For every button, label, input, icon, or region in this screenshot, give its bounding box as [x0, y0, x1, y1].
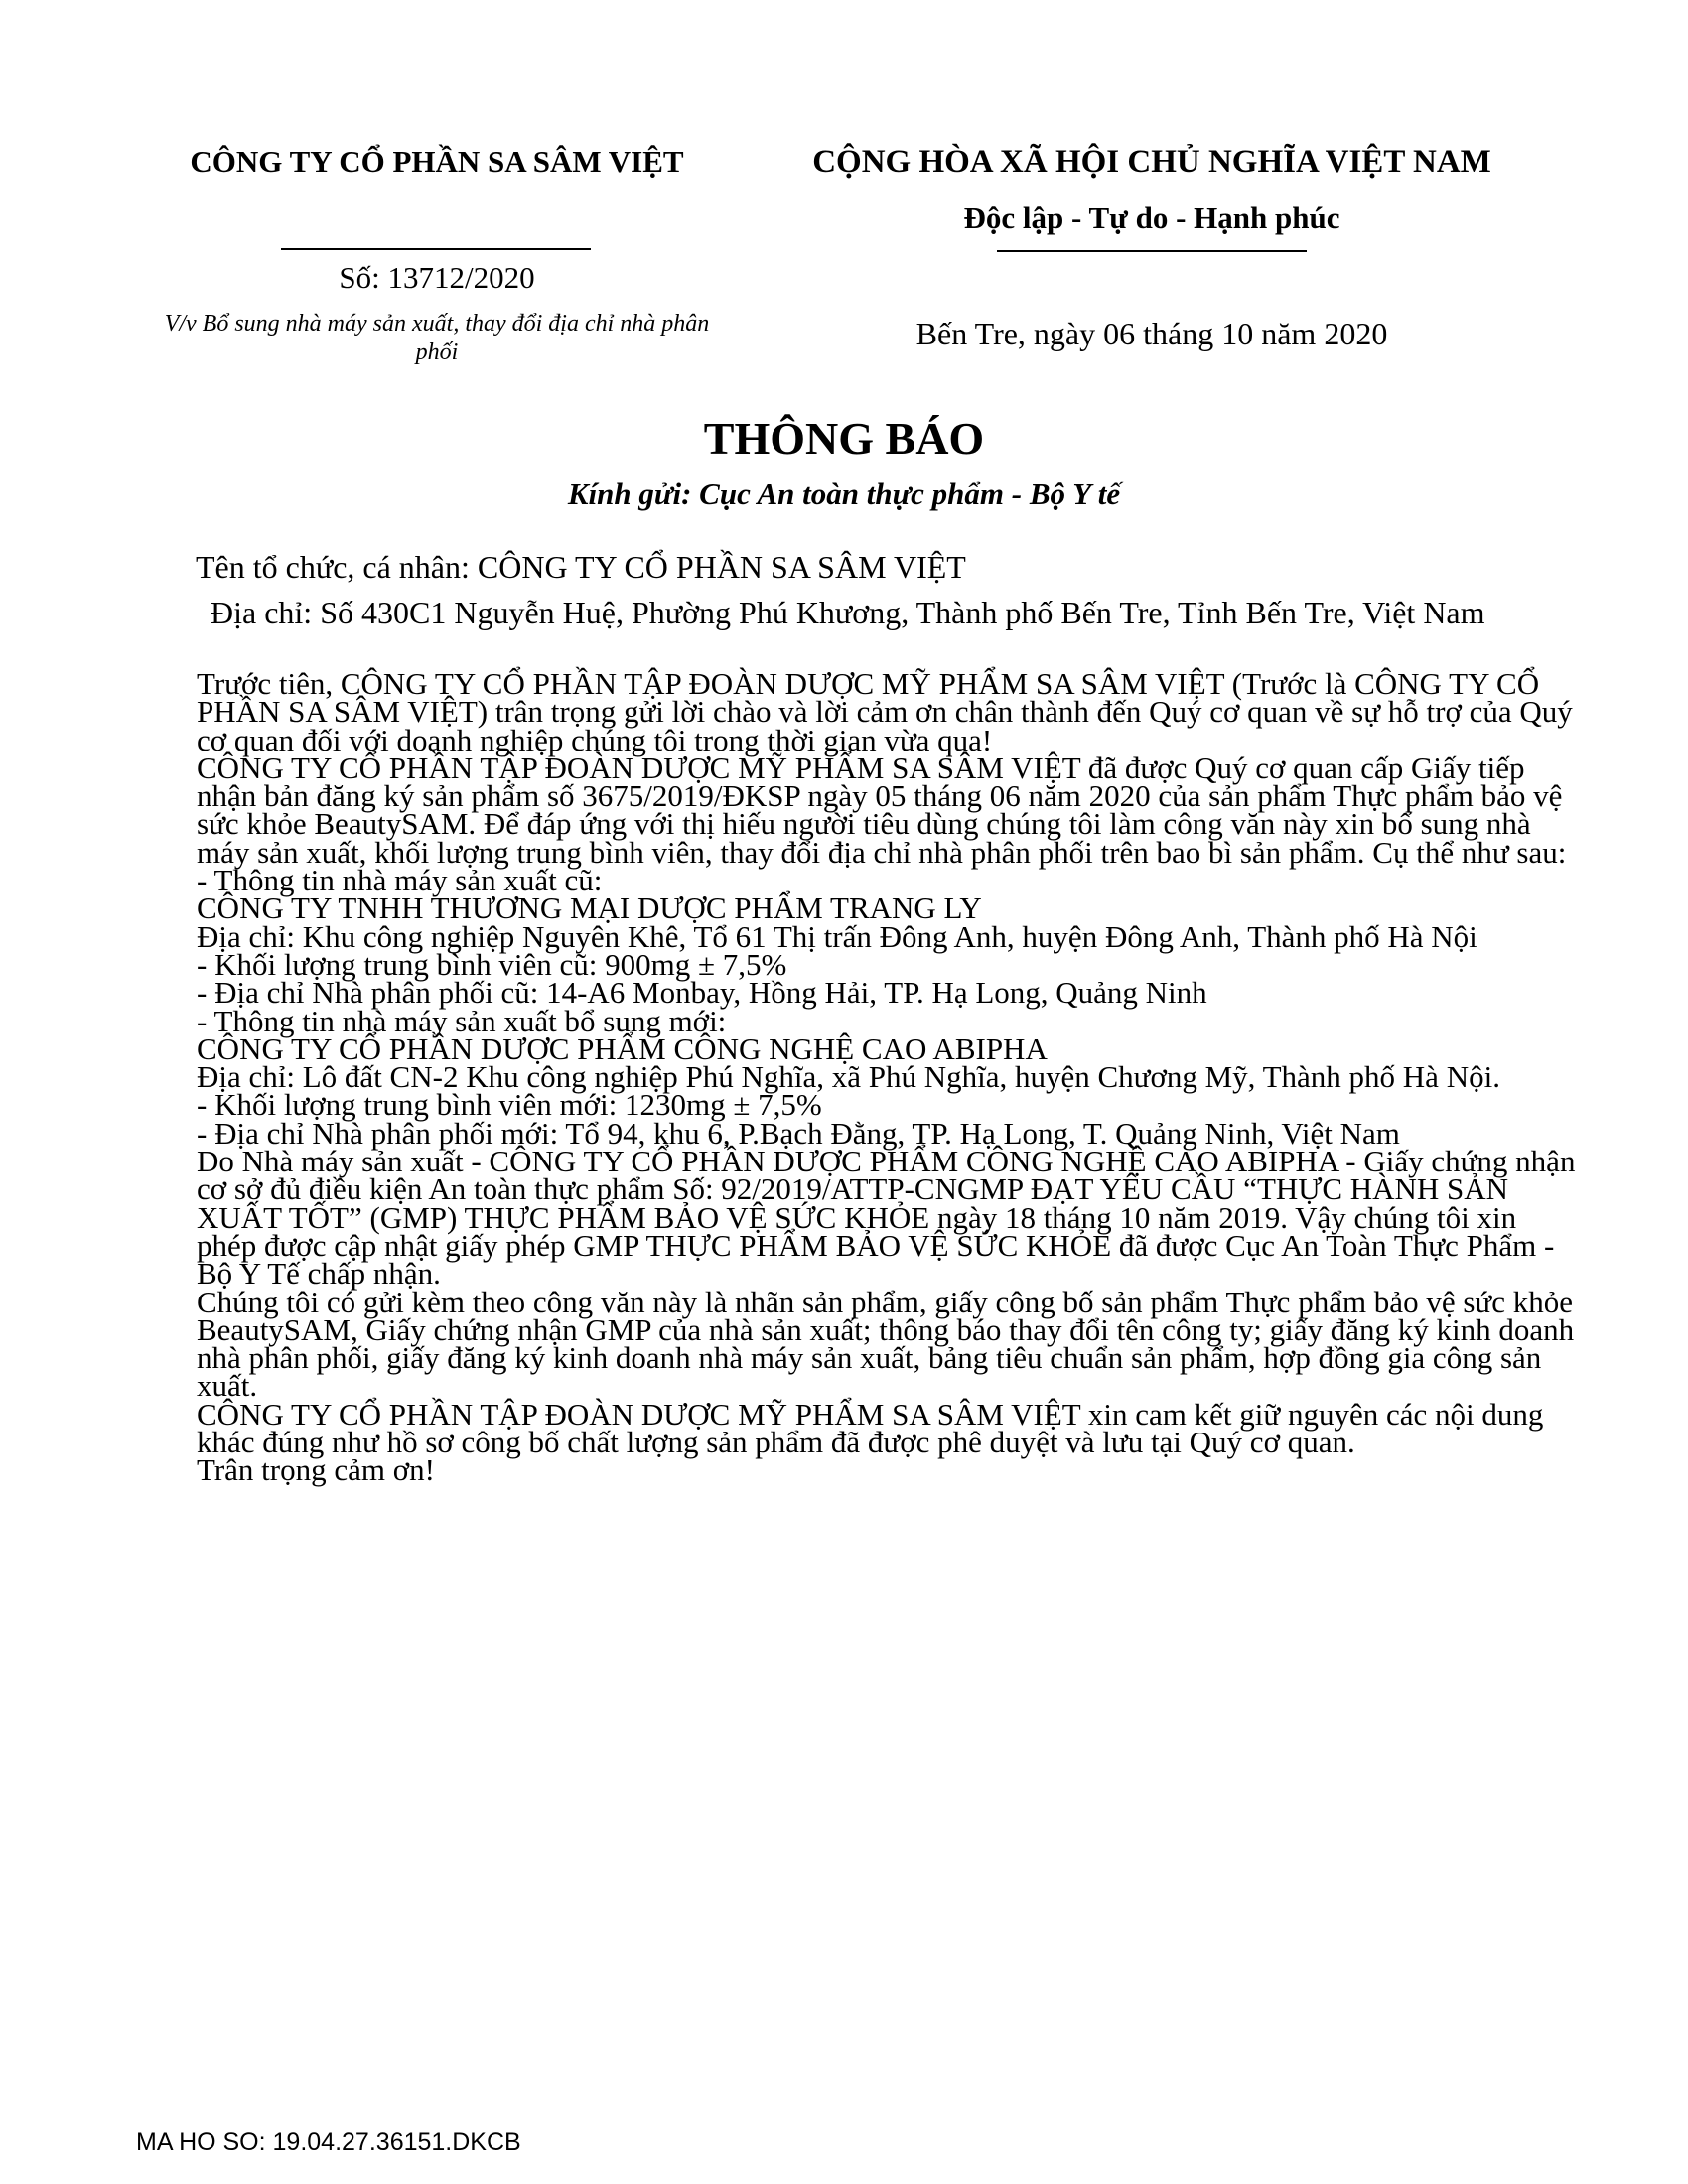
address-line: Địa chỉ: Số 430C1 Nguyễn Huệ, Phường Phú Khương, Thành phố Bến Tre, Tỉnh Bến Tre, Việt Nam [211, 595, 1485, 630]
body-paragraph: Trước tiên, CÔNG TY CỔ PHẦN TẬP ĐOÀN DƯỢC MỸ PHẨM SA SÂM VIỆT (Trước là CÔNG TY CỔ PHẦN SA SÂM VIỆT) trân trọng gửi lời chào và lời cảm ơn chân thành đến Quý cơ quan về sự hỗ trợ của Quý cơ quan đối với doanh nghiệp chúng tôi trong thời gian vừa qua! [197, 666, 1573, 757]
body-paragraph: Chúng tôi có gửi kèm theo công văn này là nhãn sản phẩm, giấy công bố sản phẩm Thực phẩm bảo vệ sức khỏe BeautySAM, Giấy chứng nhận GMP của nhà sản xuất; thông báo thay đổi tên công ty; giấy đăng ký kinh doanh nhà phân phối, giấy đăng ký kinh doanh nhà máy sản xuất, bảng tiêu chuẩn sản phẩm, hợp đồng gia công sản xuất. [197, 1284, 1575, 1404]
body-paragraph: Do Nhà máy sản xuất - CÔNG TY CỔ PHẦN DƯỢC PHẨM CÔNG NGHỆ CAO ABIPHA - Giấy chứng nhận cơ sở đủ điều kiện An toàn thực phẩm Số: 92/2019/ATTP-CNGMP ĐẠT YÊU CẦU “THỰC HÀNH SẢN XUẤT TỐT” (GMP) THỰC PHẨM BẢO VỆ SỨC KHỎE ngày 18 tháng 10 năm 2019. Vậy chúng tôi xin phép được cập nhật giấy phép GMP THỰC PHẨM BẢO VỆ SỨC KHỎE đã được Cục An Toàn Thực Phẩm - Bộ Y Tế chấp nhận. [197, 1144, 1576, 1292]
body-paragraph: - Thông tin nhà máy sản xuất bổ sung mới: [197, 1003, 727, 1038]
organization-line: Tên tổ chức, cá nhân: CÔNG TY CỔ PHẦN SA SÂM VIỆT [196, 549, 966, 585]
document-number: Số: 13712/2020 [339, 260, 535, 295]
body-paragraph: CÔNG TY CỔ PHẦN TẬP ĐOÀN DƯỢC MỸ PHẨM SA SÂM VIỆT xin cam kết giữ nguyên các nội dung khác đúng như hồ sơ công bố chất lượng sản phẩm đã được phê duyệt và lưu tại Quý cơ quan. [197, 1396, 1544, 1460]
file-code: MA HO SO: 19.04.27.36151.DKCB [136, 2128, 521, 2156]
company-name: CÔNG TY CỔ PHẦN SA SÂM VIỆT [190, 144, 684, 179]
body-paragraph: - Khối lượng trung bình viên mới: 1230mg ± 7,5% [197, 1087, 822, 1123]
motto-underline [997, 250, 1307, 252]
body-paragraph: - Thông tin nhà máy sản xuất cũ: [197, 863, 603, 898]
body-paragraph: CÔNG TY CỔ PHẦN DƯỢC PHẨM CÔNG NGHỆ CAO ABIPHA [197, 1030, 1048, 1066]
closing-line: Trân trọng cảm ơn! [197, 1452, 435, 1488]
document-subject: V/v Bổ sung nhà máy sản xuất, thay đổi địa chỉ nhà phân phối [164, 311, 710, 365]
recipient-line: Kính gửi: Cục An toàn thực phẩm - Bộ Y tế [567, 477, 1121, 511]
body-paragraph: - Địa chỉ Nhà phân phối cũ: 14-A6 Monbay, Hồng Hải, TP. Hạ Long, Quảng Ninh [197, 975, 1207, 1011]
body-paragraph: CÔNG TY CỔ PHẦN TẬP ĐOÀN DƯỢC MỸ PHẨM SA SÂM VIỆT đã được Quý cơ quan cấp Giấy tiếp nhận bản đăng ký sản phẩm số 3675/2019/ĐKSP ngày 05 tháng 06 năm 2020 của sản phẩm Thực phẩm bảo vệ sức khỏe BeautySAM. Để đáp ứng với thị hiếu người tiêu dùng chúng tôi làm công văn này xin bổ sung nhà máy sản xuất, khối lượng trung bình viên, thay đổi địa chỉ nhà phân phối trên bao bì sản phẩm. Cụ thể như sau: [197, 750, 1567, 870]
body-paragraph: - Địa chỉ Nhà phân phối mới: Tổ 94, khu 6, P.Bạch Đằng, TP. Hạ Long, T. Quảng Ninh, Việt Nam [197, 1115, 1400, 1151]
letter-body [197, 666, 1577, 1488]
place-date: Bến Tre, ngày 06 tháng 10 năm 2020 [915, 316, 1388, 351]
body-paragraph: - Khối lượng trung bình viên cũ: 900mg ± 7,5% [197, 946, 787, 982]
body-paragraph: CÔNG TY TNHH THƯƠNG MẠI DƯỢC PHẨM TRANG LY [197, 890, 982, 926]
national-title: CỘNG HÒA XÃ HỘI CHỦ NGHĨA VIỆT NAM [812, 144, 1491, 180]
body-paragraph: Địa chỉ: Khu công nghiệp Nguyên Khê, Tổ 61 Thị trấn Đông Anh, huyện Đông Anh, Thành phố Hà Nội [197, 918, 1477, 954]
body-paragraph: Địa chỉ: Lô đất CN-2 Khu công nghiệp Phú Nghĩa, xã Phú Nghĩa, huyện Chương Mỹ, Thành phố Hà Nội. [197, 1059, 1500, 1095]
national-motto: Độc lập - Tự do - Hạnh phúc [963, 201, 1340, 235]
document-title: THÔNG BÁO [703, 413, 985, 464]
company-underline [281, 248, 591, 250]
